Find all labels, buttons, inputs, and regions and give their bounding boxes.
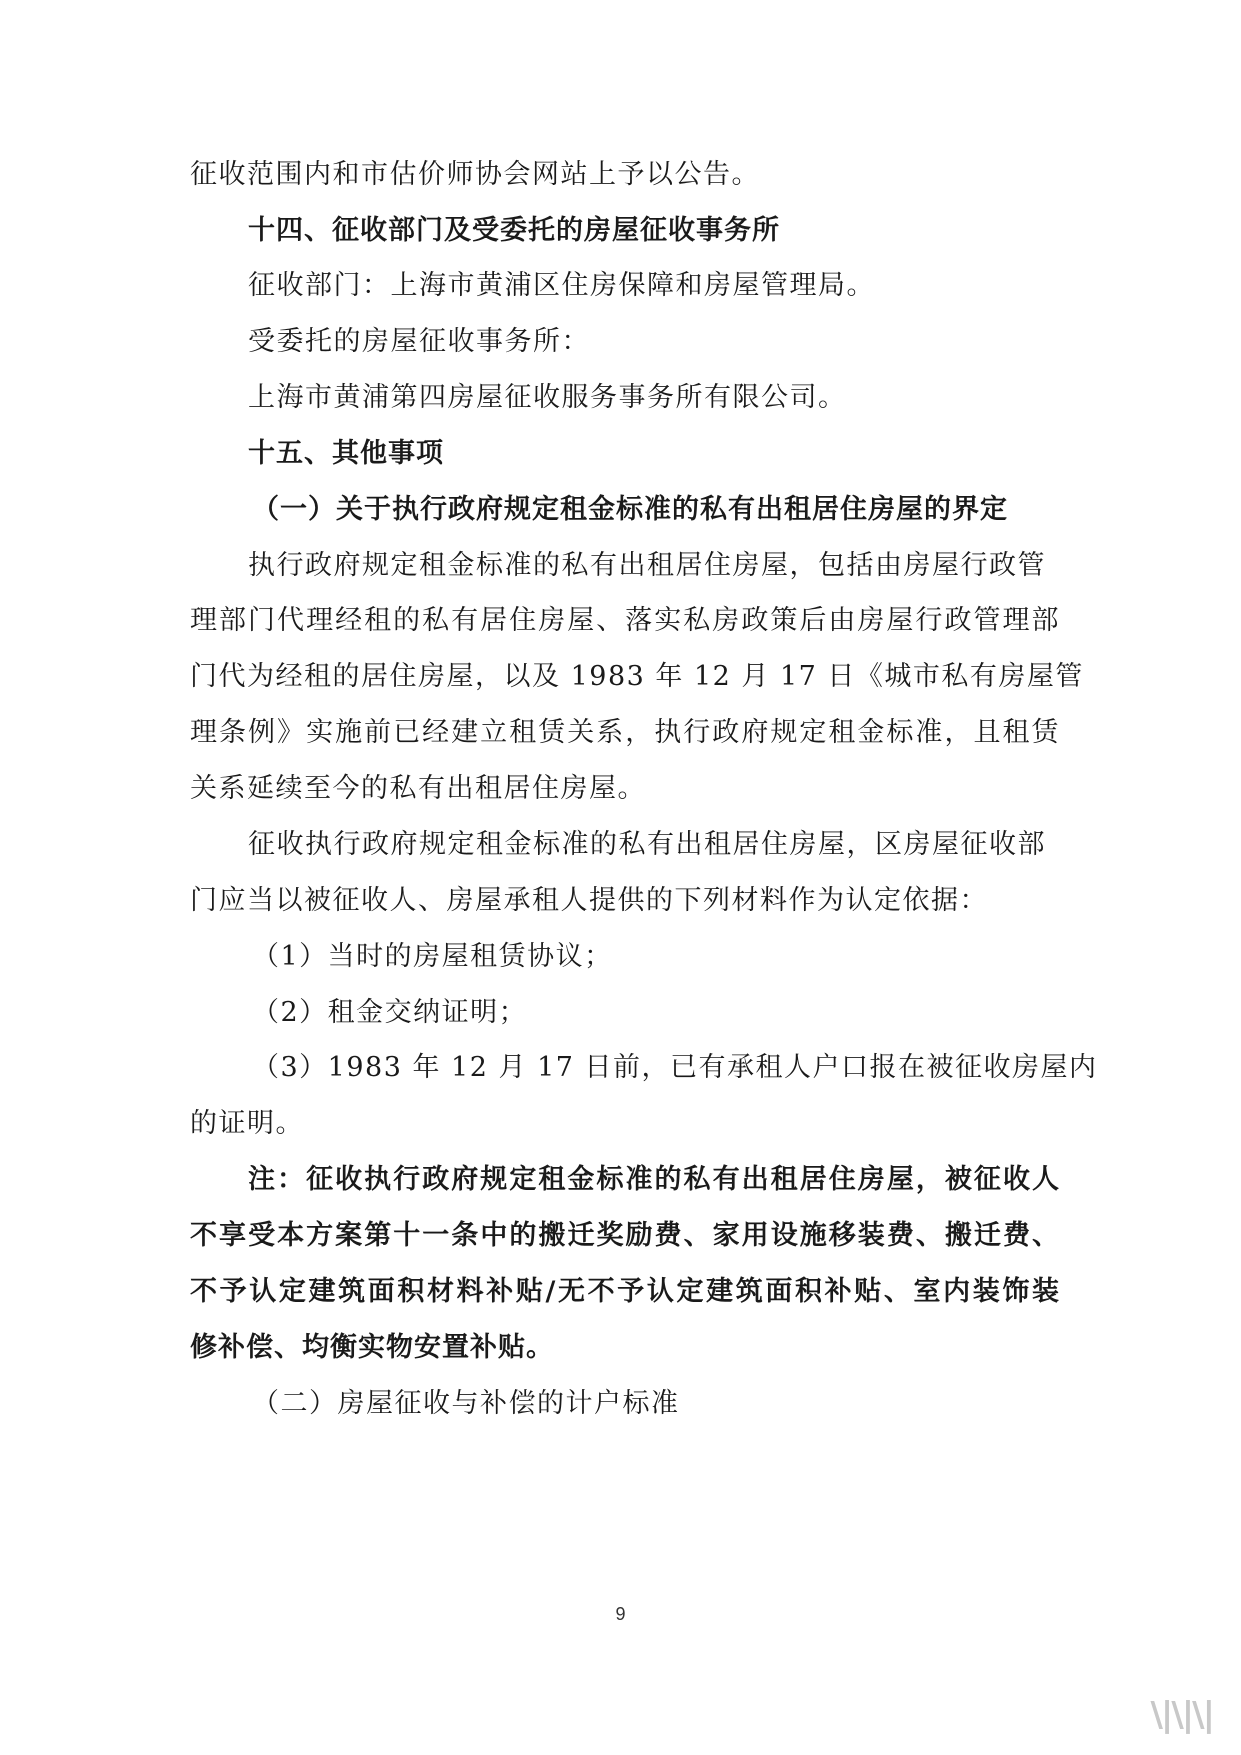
section-heading-15: 十五、其他事项 bbox=[248, 438, 444, 469]
text-line: 受委托的房屋征收事务所： bbox=[248, 326, 590, 357]
note-line: 修补偿、均衡实物安置补贴。 bbox=[190, 1332, 554, 1363]
list-item: 的证明。 bbox=[190, 1108, 304, 1139]
list-item: （1）当时的房屋租赁协议； bbox=[252, 941, 613, 972]
text-line: 征收部门：上海市黄浦区住房保障和房屋管理局。 bbox=[248, 270, 875, 301]
paragraph-line: 理条例》实施前已经建立租赁关系，执行政府规定租金标准，且租赁 bbox=[190, 717, 1060, 748]
text-line: 上海市黄浦第四房屋征收服务事务所有限公司。 bbox=[248, 382, 847, 413]
paragraph-line: 门代为经租的居住房屋，以及 1983 年 12 月 17 日《城市私有房屋管 bbox=[190, 661, 1084, 692]
subsection-heading-1: （一）关于执行政府规定租金标准的私有出租居住房屋的界定 bbox=[252, 494, 1008, 525]
paragraph-line: 征收执行政府规定租金标准的私有出租居住房屋，区房屋征收部 bbox=[248, 829, 1046, 860]
page-number: 9 bbox=[615, 1604, 626, 1624]
note-line: 不予认定建筑面积材料补贴/无不予认定建筑面积补贴、室内装饰装 bbox=[190, 1276, 1060, 1307]
paragraph-line: 关系延续至今的私有出租居住房屋。 bbox=[190, 773, 646, 804]
paragraph-line: 执行政府规定租金标准的私有出租居住房屋，包括由房屋行政管 bbox=[248, 550, 1046, 581]
subsection-heading-2: （二）房屋征收与补偿的计户标准 bbox=[252, 1388, 680, 1419]
paragraph-line: 门应当以被征收人、房屋承租人提供的下列材料作为认定依据： bbox=[190, 885, 988, 916]
text-line: 征收范围内和市估价师协会网站上予以公告。 bbox=[190, 159, 760, 190]
list-item: （3）1983 年 12 月 17 日前，已有承租人户口报在被征收房屋内 bbox=[252, 1052, 1098, 1083]
list-item: （2）租金交纳证明； bbox=[252, 997, 528, 1028]
note-line: 不享受本方案第十一条中的搬迁奖励费、家用设施移装费、搬迁费、 bbox=[190, 1220, 1060, 1251]
note-line: 注：征收执行政府规定租金标准的私有出租居住房屋，被征收人 bbox=[248, 1164, 1060, 1195]
watermark-logo: \|\|\| bbox=[1150, 1695, 1213, 1735]
section-heading-14: 十四、征收部门及受委托的房屋征收事务所 bbox=[248, 215, 780, 246]
paragraph-line: 理部门代理经租的私有居住房屋、落实私房政策后由房屋行政管理部 bbox=[190, 605, 1060, 636]
